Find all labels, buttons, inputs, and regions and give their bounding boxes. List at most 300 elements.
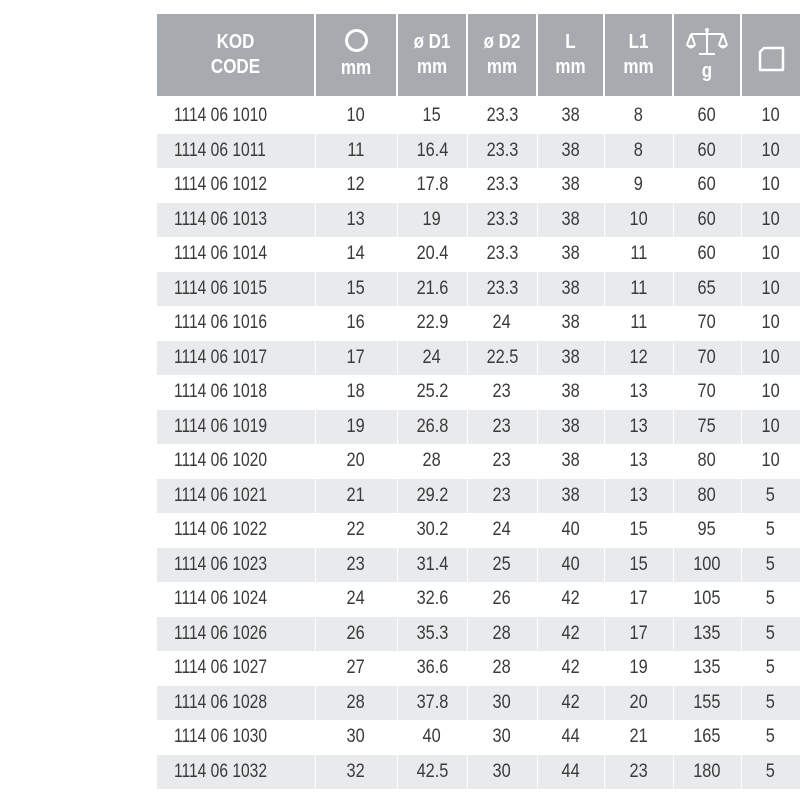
cell-code: [157, 306, 315, 341]
table-row: [157, 98, 800, 134]
cell-text: 23: [492, 484, 512, 506]
cell-l: [537, 651, 604, 686]
cell-l: [537, 513, 604, 548]
cell-text: 17: [629, 588, 648, 610]
cell-text: 10: [346, 105, 366, 127]
cell-text: 1114 06 1015: [174, 277, 267, 299]
cell-l: [537, 720, 604, 755]
cell-l: [537, 134, 604, 169]
cell-text: 38: [561, 139, 580, 161]
cell-code: [157, 375, 315, 410]
cell-package: [741, 237, 800, 272]
cell-text: 135: [693, 657, 721, 679]
cell-text: 10: [761, 243, 780, 265]
cell-text: 20: [346, 450, 366, 472]
cell-text: 70: [697, 381, 717, 403]
cell-text: 1114 06 1010: [174, 105, 267, 127]
cell-size: [315, 410, 397, 445]
cell-weight: [673, 513, 741, 548]
cell-text: 38: [561, 381, 580, 403]
cell-text: 26.8: [416, 415, 448, 437]
header-code: [157, 14, 315, 98]
cell-l1: [604, 306, 673, 341]
cell-l1: [604, 341, 673, 376]
cell-package: [741, 548, 800, 583]
cell-l: [537, 237, 604, 272]
cell-d1: [397, 686, 467, 721]
cell-size: [315, 203, 397, 238]
cell-d2: [467, 513, 537, 548]
cell-text: 70: [697, 312, 717, 334]
cell-text: 23.3: [486, 174, 518, 196]
cell-l: [537, 168, 604, 203]
cell-d1: [397, 237, 467, 272]
cell-l: [537, 341, 604, 376]
cell-d1: [397, 720, 467, 755]
cell-l1: [604, 617, 673, 652]
cell-text: 13: [629, 381, 648, 403]
cell-package: [741, 134, 800, 169]
cell-text: 10: [761, 139, 780, 161]
cell-text: 23: [492, 415, 512, 437]
cell-package: [741, 582, 800, 617]
cell-text: 24: [346, 588, 366, 610]
cell-text: 95: [697, 519, 717, 541]
cell-text: 10: [761, 312, 780, 334]
cell-package: [741, 617, 800, 652]
cell-package: [741, 755, 800, 790]
cell-l1: [604, 513, 673, 548]
cell-text: 13: [629, 415, 648, 437]
cell-text: 12: [629, 346, 648, 368]
cell-text: 30.2: [416, 519, 448, 541]
cell-d1: [397, 617, 467, 652]
header-d2-line-1: ø D2: [483, 31, 521, 53]
cell-text: 1114 06 1014: [174, 243, 267, 265]
cell-text: 23: [492, 381, 512, 403]
cell-d2: [467, 686, 537, 721]
cell-text: 23: [346, 553, 366, 575]
cell-package: [741, 410, 800, 445]
cell-l1: [604, 582, 673, 617]
cell-package: [741, 479, 800, 514]
cell-d2: [467, 444, 537, 479]
cell-text: 70: [697, 346, 717, 368]
cell-text: 15: [629, 553, 648, 575]
cell-text: 1114 06 1024: [174, 588, 267, 610]
cell-text: 5: [765, 519, 776, 541]
cell-text: 10: [761, 174, 780, 196]
cell-text: 37.8: [416, 691, 448, 713]
cell-text: 5: [765, 484, 776, 506]
table-row: [157, 651, 800, 686]
cell-code: [157, 203, 315, 238]
cell-text: 28: [346, 691, 366, 713]
cell-weight: [673, 755, 741, 790]
table-row: [157, 203, 800, 238]
cell-code: [157, 582, 315, 617]
cell-d2: [467, 375, 537, 410]
cell-text: 8: [633, 105, 644, 127]
cell-weight: [673, 651, 741, 686]
cell-text: 105: [693, 588, 721, 610]
cell-text: 25: [492, 553, 512, 575]
cell-d1: [397, 341, 467, 376]
cell-package: [741, 203, 800, 238]
table-row: [157, 375, 800, 410]
cell-text: 38: [561, 208, 580, 230]
table-row: [157, 306, 800, 341]
cell-package: [741, 444, 800, 479]
cell-weight: [673, 720, 741, 755]
cell-text: 42: [561, 622, 580, 644]
cell-text: 19: [629, 657, 648, 679]
cell-text: 5: [765, 588, 776, 610]
cell-code: [157, 272, 315, 307]
box-icon: [756, 44, 786, 74]
header-size-unit: mm: [340, 57, 372, 79]
cell-text: 23.3: [486, 243, 518, 265]
cell-text: 1114 06 1021: [174, 484, 267, 506]
cell-l1: [604, 755, 673, 790]
cell-text: 22.5: [486, 346, 518, 368]
cell-l1: [604, 479, 673, 514]
cell-text: 11: [630, 312, 647, 334]
cell-size: [315, 272, 397, 307]
cell-l1: [604, 375, 673, 410]
cell-package: [741, 98, 800, 134]
cell-l: [537, 444, 604, 479]
cell-d2: [467, 755, 537, 790]
cell-text: 1114 06 1020: [174, 450, 267, 472]
cell-size: [315, 375, 397, 410]
cell-text: 80: [697, 484, 717, 506]
cell-size: [315, 134, 397, 169]
cell-text: 44: [561, 726, 580, 748]
cell-weight: [673, 272, 741, 307]
cell-size: [315, 548, 397, 583]
table-row: [157, 134, 800, 169]
cell-text: 22.9: [416, 312, 448, 334]
header-l1-line-2: mm: [623, 56, 654, 78]
cell-code: [157, 98, 315, 134]
cell-text: 13: [629, 484, 648, 506]
cell-package: [741, 272, 800, 307]
cell-text: 28: [492, 622, 512, 644]
table-row: [157, 479, 800, 514]
cell-l: [537, 548, 604, 583]
cell-text: 14: [346, 243, 366, 265]
cell-code: [157, 134, 315, 169]
cell-size: [315, 479, 397, 514]
cell-text: 180: [693, 760, 721, 782]
cell-text: 42: [561, 691, 580, 713]
cell-text: 5: [765, 553, 776, 575]
cell-l: [537, 686, 604, 721]
cell-l1: [604, 686, 673, 721]
cell-text: 38: [561, 277, 580, 299]
cell-code: [157, 237, 315, 272]
cell-text: 36.6: [416, 657, 448, 679]
header-size: [315, 14, 397, 98]
header-d1-line-1: ø D1: [413, 31, 451, 53]
cell-text: 38: [561, 415, 580, 437]
cell-l1: [604, 720, 673, 755]
cell-text: 23: [492, 450, 512, 472]
cell-code: [157, 548, 315, 583]
cell-d2: [467, 410, 537, 445]
cell-text: 1114 06 1023: [174, 553, 267, 575]
cell-text: 10: [761, 277, 780, 299]
cell-text: 10: [761, 208, 780, 230]
cell-text: 1114 06 1011: [174, 139, 266, 161]
cell-size: [315, 651, 397, 686]
cell-weight: [673, 410, 741, 445]
cell-text: 12: [346, 174, 366, 196]
cell-text: 1114 06 1026: [174, 622, 267, 644]
header-d2-line-2: mm: [486, 56, 518, 78]
cell-weight: [673, 444, 741, 479]
cell-d1: [397, 168, 467, 203]
cell-text: 10: [761, 105, 780, 127]
cell-d2: [467, 168, 537, 203]
cell-text: 5: [765, 622, 776, 644]
cell-l1: [604, 98, 673, 134]
header-l-line-1: L: [565, 31, 576, 53]
cell-text: 18: [346, 381, 366, 403]
cell-l: [537, 479, 604, 514]
cell-text: 65: [697, 277, 717, 299]
cell-text: 24: [492, 312, 512, 334]
header-d2: [467, 14, 537, 98]
circle-icon: [345, 29, 368, 52]
cell-text: 8: [633, 139, 644, 161]
cell-size: [315, 168, 397, 203]
cell-text: 30: [346, 726, 366, 748]
cell-code: [157, 651, 315, 686]
cell-l1: [604, 203, 673, 238]
cell-text: 1114 06 1017: [174, 346, 267, 368]
cell-d1: [397, 98, 467, 134]
cell-text: 1114 06 1016: [174, 312, 267, 334]
cell-text: 35.3: [416, 622, 448, 644]
cell-text: 23.3: [486, 277, 518, 299]
cell-d2: [467, 341, 537, 376]
cell-package: [741, 513, 800, 548]
cell-text: 1114 06 1019: [174, 415, 267, 437]
cell-text: 60: [697, 208, 717, 230]
cell-code: [157, 755, 315, 790]
cell-text: 1114 06 1028: [174, 691, 267, 713]
table-row: [157, 686, 800, 721]
table-row: [157, 410, 800, 445]
cell-text: 38: [561, 346, 580, 368]
cell-d2: [467, 479, 537, 514]
cell-size: [315, 755, 397, 790]
cell-size: [315, 237, 397, 272]
cell-text: 28: [422, 450, 442, 472]
cell-size: [315, 341, 397, 376]
cell-text: 60: [697, 243, 717, 265]
cell-weight: [673, 237, 741, 272]
header-row: [157, 14, 800, 98]
cell-text: 31.4: [416, 553, 448, 575]
cell-l1: [604, 444, 673, 479]
table-row: [157, 444, 800, 479]
cell-text: 75: [697, 415, 717, 437]
cell-code: [157, 479, 315, 514]
cell-size: [315, 513, 397, 548]
cell-size: [315, 98, 397, 134]
cell-text: 1114 06 1018: [174, 381, 267, 403]
cell-l: [537, 375, 604, 410]
cell-text: 16: [346, 312, 366, 334]
header-package: [741, 14, 800, 98]
cell-text: 165: [693, 726, 721, 748]
cell-text: 1114 06 1013: [174, 208, 267, 230]
cell-text: 23.3: [486, 105, 518, 127]
cell-package: [741, 306, 800, 341]
cell-code: [157, 444, 315, 479]
cell-package: [741, 686, 800, 721]
cell-d2: [467, 306, 537, 341]
cell-text: 5: [765, 760, 776, 782]
cell-weight: [673, 168, 741, 203]
cell-text: 9: [633, 174, 644, 196]
cell-text: 1114 06 1012: [174, 174, 267, 196]
cell-package: [741, 651, 800, 686]
table-row: [157, 168, 800, 203]
cell-weight: [673, 98, 741, 134]
cell-text: 5: [765, 657, 776, 679]
cell-text: 1114 06 1022: [174, 519, 267, 541]
cell-weight: [673, 479, 741, 514]
cell-text: 17: [346, 346, 366, 368]
cell-d1: [397, 651, 467, 686]
cell-text: 42: [561, 657, 580, 679]
cell-code: [157, 513, 315, 548]
cell-l1: [604, 651, 673, 686]
cell-weight: [673, 134, 741, 169]
cell-d2: [467, 134, 537, 169]
cell-code: [157, 617, 315, 652]
cell-text: 24: [492, 519, 512, 541]
cell-l1: [604, 272, 673, 307]
cell-code: [157, 168, 315, 203]
cell-text: 11: [630, 277, 647, 299]
header-code-line-2: CODE: [210, 56, 261, 78]
cell-text: 38: [561, 484, 580, 506]
cell-text: 30: [492, 691, 512, 713]
cell-l: [537, 617, 604, 652]
table-row: [157, 237, 800, 272]
cell-text: 38: [561, 243, 580, 265]
cell-text: 5: [765, 691, 776, 713]
header-d1: [397, 14, 467, 98]
cell-weight: [673, 203, 741, 238]
cell-text: 29.2: [416, 484, 448, 506]
cell-text: 17.8: [416, 174, 448, 196]
cell-text: 1114 06 1032: [174, 760, 267, 782]
cell-d1: [397, 582, 467, 617]
table-row: [157, 513, 800, 548]
cell-text: 21.6: [416, 277, 448, 299]
cell-package: [741, 341, 800, 376]
cell-text: 19: [346, 415, 366, 437]
cell-text: 17: [629, 622, 648, 644]
cell-d2: [467, 651, 537, 686]
table-row: [157, 272, 800, 307]
cell-l: [537, 582, 604, 617]
cell-l: [537, 306, 604, 341]
cell-package: [741, 168, 800, 203]
cell-text: 16.4: [416, 139, 448, 161]
cell-text: 24: [422, 346, 442, 368]
cell-d1: [397, 444, 467, 479]
cell-text: 27: [346, 657, 366, 679]
cell-package: [741, 720, 800, 755]
cell-text: 26: [492, 588, 512, 610]
header-code-line-1: KOD: [216, 31, 255, 53]
cell-code: [157, 341, 315, 376]
header-d1-line-2: mm: [416, 56, 448, 78]
cell-size: [315, 582, 397, 617]
cell-d1: [397, 375, 467, 410]
cell-d1: [397, 548, 467, 583]
cell-text: 26: [346, 622, 366, 644]
cell-d1: [397, 410, 467, 445]
cell-size: [315, 720, 397, 755]
cell-l: [537, 755, 604, 790]
cell-text: 60: [697, 105, 717, 127]
cell-l1: [604, 237, 673, 272]
cell-text: 155: [693, 691, 721, 713]
cell-text: 32.6: [416, 588, 448, 610]
header-l: [537, 14, 604, 98]
cell-d1: [397, 479, 467, 514]
cell-text: 42.5: [416, 760, 448, 782]
spec-table: [157, 14, 800, 789]
cell-d2: [467, 720, 537, 755]
table-row: [157, 548, 800, 583]
cell-code: [157, 720, 315, 755]
cell-d1: [397, 755, 467, 790]
cell-weight: [673, 341, 741, 376]
cell-l1: [604, 168, 673, 203]
cell-d1: [397, 203, 467, 238]
cell-d2: [467, 582, 537, 617]
cell-text: 21: [346, 484, 366, 506]
cell-d2: [467, 203, 537, 238]
cell-weight: [673, 582, 741, 617]
table-row: [157, 755, 800, 790]
cell-weight: [673, 306, 741, 341]
cell-text: 20.4: [416, 243, 448, 265]
table-header: [157, 14, 800, 98]
cell-size: [315, 444, 397, 479]
cell-text: 42: [561, 588, 580, 610]
cell-d1: [397, 306, 467, 341]
cell-text: 22: [346, 519, 366, 541]
cell-text: 23: [629, 760, 648, 782]
cell-text: 10: [629, 208, 648, 230]
cell-l1: [604, 410, 673, 445]
cell-weight: [673, 617, 741, 652]
cell-text: 13: [629, 450, 648, 472]
cell-text: 10: [761, 346, 780, 368]
cell-size: [315, 686, 397, 721]
cell-l: [537, 203, 604, 238]
